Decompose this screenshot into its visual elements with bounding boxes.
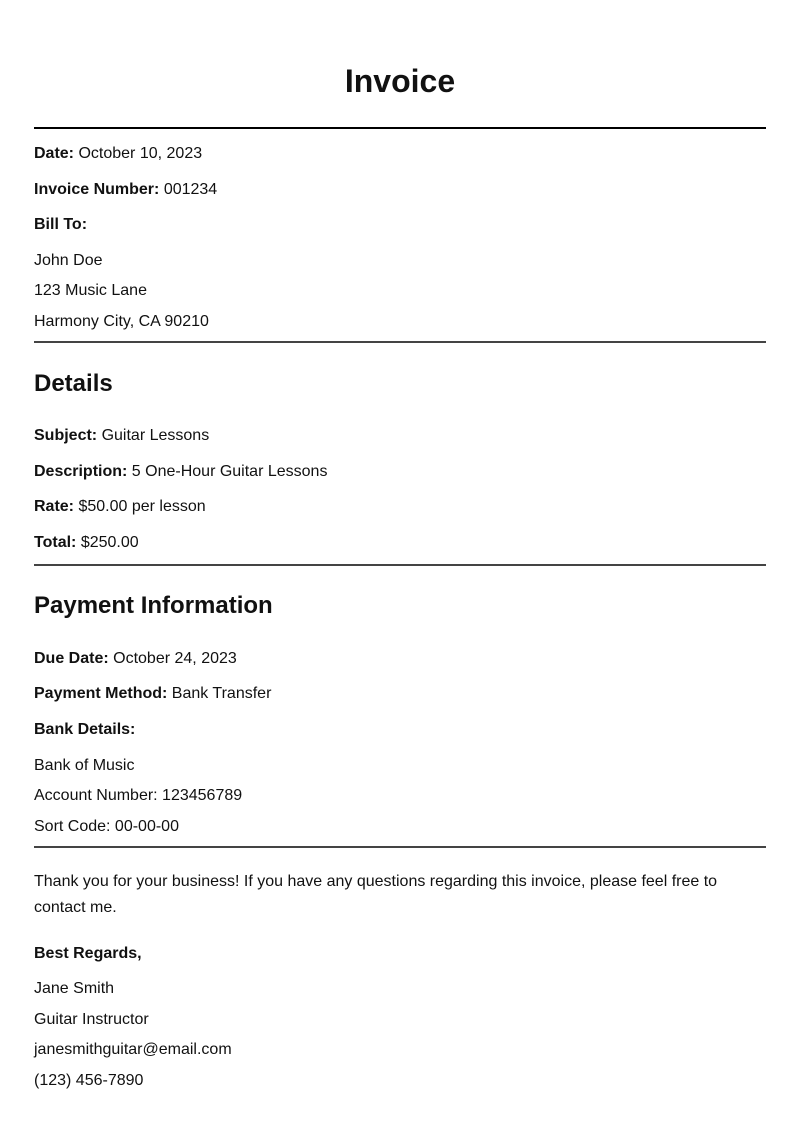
payment-method-row: [34, 684, 271, 704]
total-row: [34, 533, 139, 553]
payment-heading: Payment Information: [34, 592, 273, 619]
bill-to-city: Harmony City, CA 90210: [34, 313, 209, 330]
signer-phone: (123) 456-7890: [34, 1072, 144, 1089]
subject-value: Guitar Lessons: [101, 427, 210, 444]
bill-to-street: 123 Music Lane: [34, 282, 147, 299]
sort-code: Sort Code: 00-00-00: [34, 818, 179, 835]
thank-you-note: Thank you for your business! If you have any questions regarding this invoice, please feel free to contact me.: [34, 873, 718, 916]
invoice-number-row: [34, 180, 217, 200]
rate-label: Rate:: [34, 498, 75, 515]
due-date-row: [34, 649, 237, 669]
bill-to-name: John Doe: [34, 252, 103, 269]
invoice-number-value: 001234: [163, 181, 218, 198]
bill-to-label: Bill To:: [34, 216, 88, 233]
regards-label: Best Regards,: [34, 945, 142, 962]
section-divider: [34, 846, 766, 848]
date-value: October 10, 2023: [78, 145, 203, 162]
invoice-number-label: Invoice Number:: [34, 181, 160, 198]
total-label: Total:: [34, 534, 77, 551]
signer-email[interactable]: janesmithguitar@email.com: [34, 1041, 232, 1058]
details-heading: Details: [34, 370, 113, 397]
account-number: Account Number: 123456789: [34, 787, 243, 804]
section-divider: [34, 341, 766, 343]
page-title: Invoice: [344, 63, 456, 99]
subject-label: Subject:: [34, 427, 98, 444]
subject-row: [34, 426, 209, 446]
section-divider: [34, 564, 766, 566]
payment-method-value: Bank Transfer: [171, 685, 272, 702]
rate-value: $50.00 per lesson: [78, 498, 206, 515]
rate-row: [34, 497, 206, 517]
description-value: 5 One-Hour Guitar Lessons: [131, 463, 328, 480]
signer-role: Guitar Instructor: [34, 1011, 149, 1028]
due-date-label: Due Date:: [34, 650, 109, 667]
bank-details-label: Bank Details:: [34, 721, 136, 738]
date-row: [34, 144, 202, 164]
description-label: Description:: [34, 463, 128, 480]
total-value: $250.00: [80, 534, 139, 551]
bank-details-row: [34, 720, 135, 740]
date-label: Date:: [34, 145, 75, 162]
bank-name: Bank of Music: [34, 757, 135, 774]
payment-method-label: Payment Method:: [34, 685, 168, 702]
bill-to-row: [34, 215, 87, 235]
signer-name: Jane Smith: [34, 980, 115, 997]
description-row: [34, 462, 327, 482]
due-date-value: October 24, 2023: [113, 650, 237, 667]
title-divider: [34, 127, 766, 129]
regards-row: [34, 944, 142, 964]
